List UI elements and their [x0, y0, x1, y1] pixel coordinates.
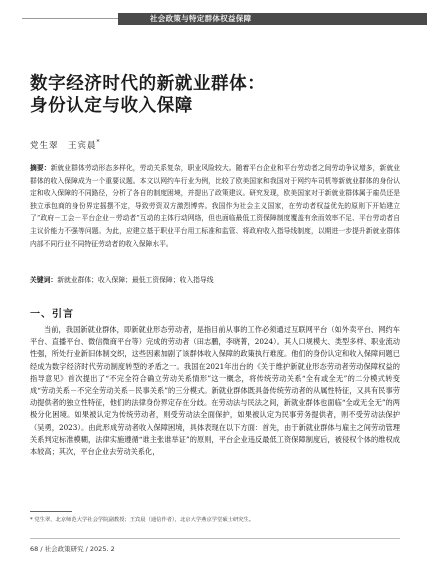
- keywords-label: 关键词：: [30, 276, 58, 284]
- body-paragraph: 当前，我国新就业群体，即新就业形态劳动者，是指目前从事的工作必须通过互联网平台（如外卖平台、网约车平台、直播平台、微信微商平台等）完成的劳动者（田志鹏，李晓菁，2024）。其人口规模大、类型多样、职业流动性强，所处行业新旧体制交织，这些因素加剧了该群体收入保障的政策执行难度。他们的身份认定和收入保障问题已经成为数字经济时代劳动制度转型的矛盾之一。我国在2021年出台的《关于维护新就业形态劳动者劳动保障权益的指导意见》首次提出了“不完全符合确立劳动关系情形”这一概念，将传统劳动关系“全有或全无”的二分模式转变成“劳动关系－不完全劳动关系－民事关系”的三分模式。新就业群体既具备传统劳动者的从属性特征，又具有民事劳动提供者的独立性特征，他们的法律身份界定存在分歧。在劳动法与民法之间，新就业群体也面临“全或无全无”的两极分化困境。如果被认定为传统劳动者，则受劳动法全面保护，如果被认定为民事劳务提供者，则不受劳动法保护（吴勇，2023）。由此形成劳动者收入保障困境，具体表现在以下方面：首先，由于新就业群体与雇主之间劳动管理关系判定标准模糊，法律实施遵循“谁主张谁举证”的原则，平台企业违反最低工资保障制度后，被侵权个体的维权成本较高；其次，平台企业去劳动关系化，: [30, 325, 400, 457]
- keywords-text: 新就业群体；收入保障；最低工资保障；收入指导线: [57, 276, 214, 284]
- abstract-label: 摘要：: [30, 164, 51, 172]
- banner-rule: [22, 18, 118, 19]
- footer-rule: [30, 538, 400, 539]
- keywords: [30, 274, 400, 286]
- abstract: [30, 162, 400, 250]
- title-line-2: 身份认定与收入保障: [30, 96, 193, 116]
- authors: [30, 139, 101, 151]
- author-names: 党生翠 王宾晨: [30, 141, 97, 151]
- page-footer: 68 / 社会政策研究 / 2025. 2: [30, 545, 115, 553]
- footnote: * 党生翠，北京师范大学社会学院副教授；王宾晨（通信作者），北京大学燕京学堂硕士研究生。: [30, 517, 255, 523]
- title-line-1: 数字经济时代的新就业群体：: [30, 74, 266, 94]
- author-footnote-mark: *: [96, 139, 101, 147]
- section-heading: 一、引言: [30, 309, 74, 320]
- abstract-text: 新就业群体劳动形态多样化，劳动关系复杂，职业风险较大。随着平台企业和平台劳动者之间劳动争议增多，新就业群体的收入保障成为一个重要议题。本文以网约车行业为例，比较了欧美国家和我国对于网约车司机等新就业群体的身份认定和收入保障的不同路径，分析了各自的制度困境，并提出了政策建议。研究发现，欧美国家对于新就业群体属于雇员还是独立承包商的身份界定摇摆不定，导致劳资双方激烈博弈。我国作为社会主义国家，在劳动者权益优先的原则下开始建立了“政府－工会－平台企业－劳动者”互动的主体行动网络，但也面临最低工资保障制度覆盖有余而效率不足、平台劳动者自主议价能力不强等问题。为此，应建立基于职业平台用工标准和监管、将政府收入指导线制度，以期进一步提升新就业群体内部不同行业不同特征劳动者的收入保障水平。: [30, 164, 401, 248]
- article-title: [30, 73, 410, 117]
- section-banner: 社会政策与特定群体权益保障: [118, 13, 427, 25]
- footnote-rule: [30, 511, 72, 512]
